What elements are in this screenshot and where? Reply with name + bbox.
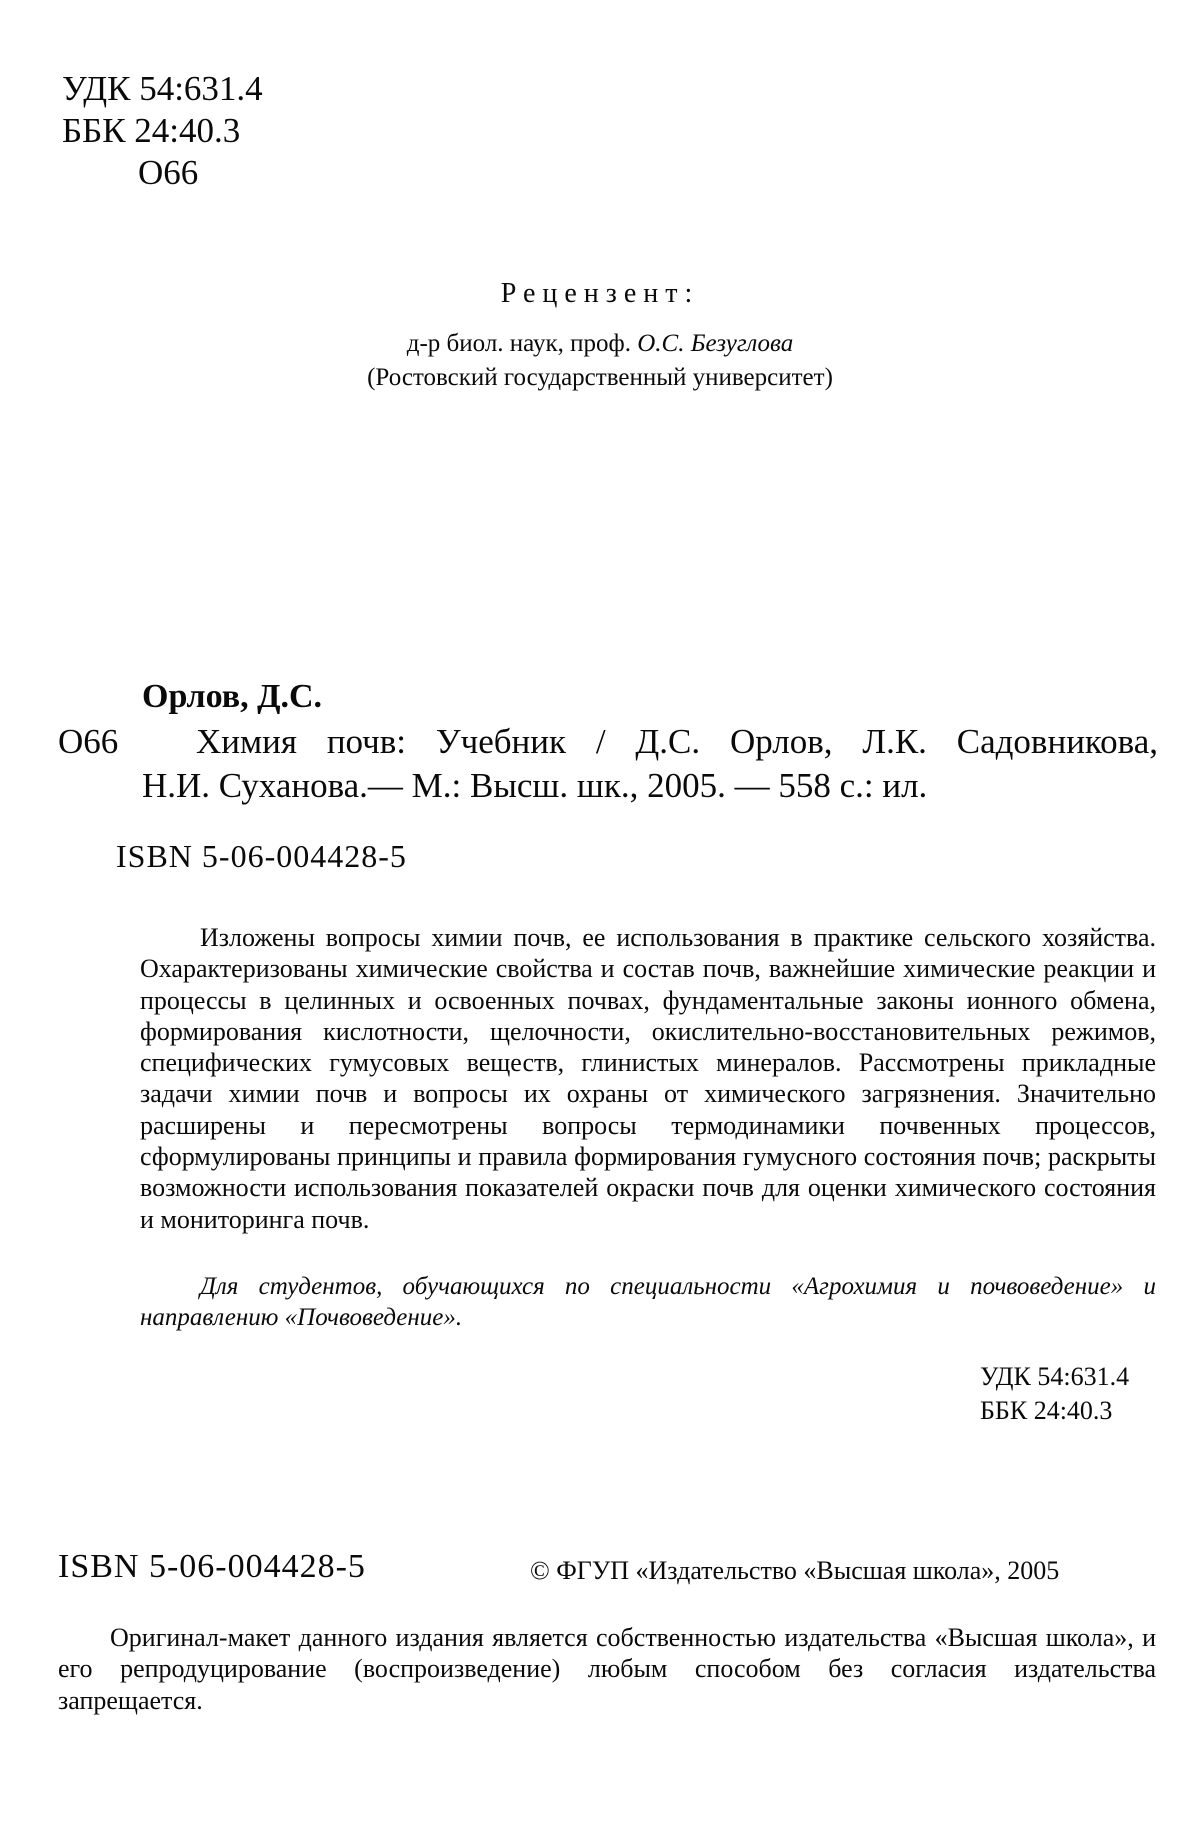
classification-block-bottom: [980, 1360, 1129, 1428]
card-index: О66: [58, 722, 119, 761]
footer-isbn: ISBN 5-06-004428-5: [58, 1548, 366, 1585]
rights-notice: Оригинал-макет данного издания является собственностью издательства «Высшая школа», и его репродуцирование (воспроизведение) любым способом без согласия издательства запрещается.: [58, 1623, 1156, 1715]
classification-block-top: [62, 68, 263, 194]
author-mark: О66: [138, 153, 199, 192]
audience-note: Для студентов, обучающихся по специальности «Агрохимия и почвоведение» и направлению «Почвоведение».: [140, 1273, 1156, 1331]
card-title-line-1: Химия почв: Учебник / Д.С. Орлов, Л.К. Садовникова,: [196, 722, 1158, 761]
reviewer-heading: Рецензент:: [500, 278, 700, 309]
reviewer-degree: д-р биол. наук, проф.: [406, 330, 631, 357]
copyright-notice: © ФГУП «Издательство «Высшая школа», 2005: [530, 1556, 1060, 1585]
card-isbn: ISBN 5-06-004428-5: [116, 838, 407, 874]
reviewer-affiliation: (Ростовский государственный университет): [367, 364, 833, 391]
reviewer-line: [0, 330, 1200, 358]
annotation-paragraph: Изложены вопросы химии почв, ее использования в практике сельского хозяйства. Охарактеризованы химические свойства и состав почв, важнейшие химические реакции и процессы в целинных и освоенных почвах, фундаментальные законы ионного обмена, формирования кислотности, щелочности, окислительно-восстановительных режимов, специфических гумусовых веществ, глинистых минералов. Рассмотрены прикладные задачи химии почв и вопросы их охраны от химического загрязнения. Значительно расширены и пересмотрены вопросы термодинамики почвенных процессов, сформулированы принципы и правила формирования гумусного состояния почв; раскрыты возможности использования показателей окраски почв для оценки химического состояния и мониторинга почв.: [140, 923, 1156, 1234]
udk-code: УДК 54:631.4: [62, 69, 263, 108]
udk-code-bottom: УДК 54:631.4: [980, 1362, 1130, 1391]
bbk-code-bottom: ББК 24:40.3: [980, 1396, 1113, 1425]
reviewer-name: О.С. Безуглова: [637, 330, 794, 357]
bbk-code: ББК 24:40.3: [62, 111, 241, 150]
card-title-line-2: Н.И. Суханова.— М.: Высш. шк., 2005. — 558 с.: ил.: [142, 766, 928, 805]
card-author: Орлов, Д.С.: [142, 678, 323, 715]
